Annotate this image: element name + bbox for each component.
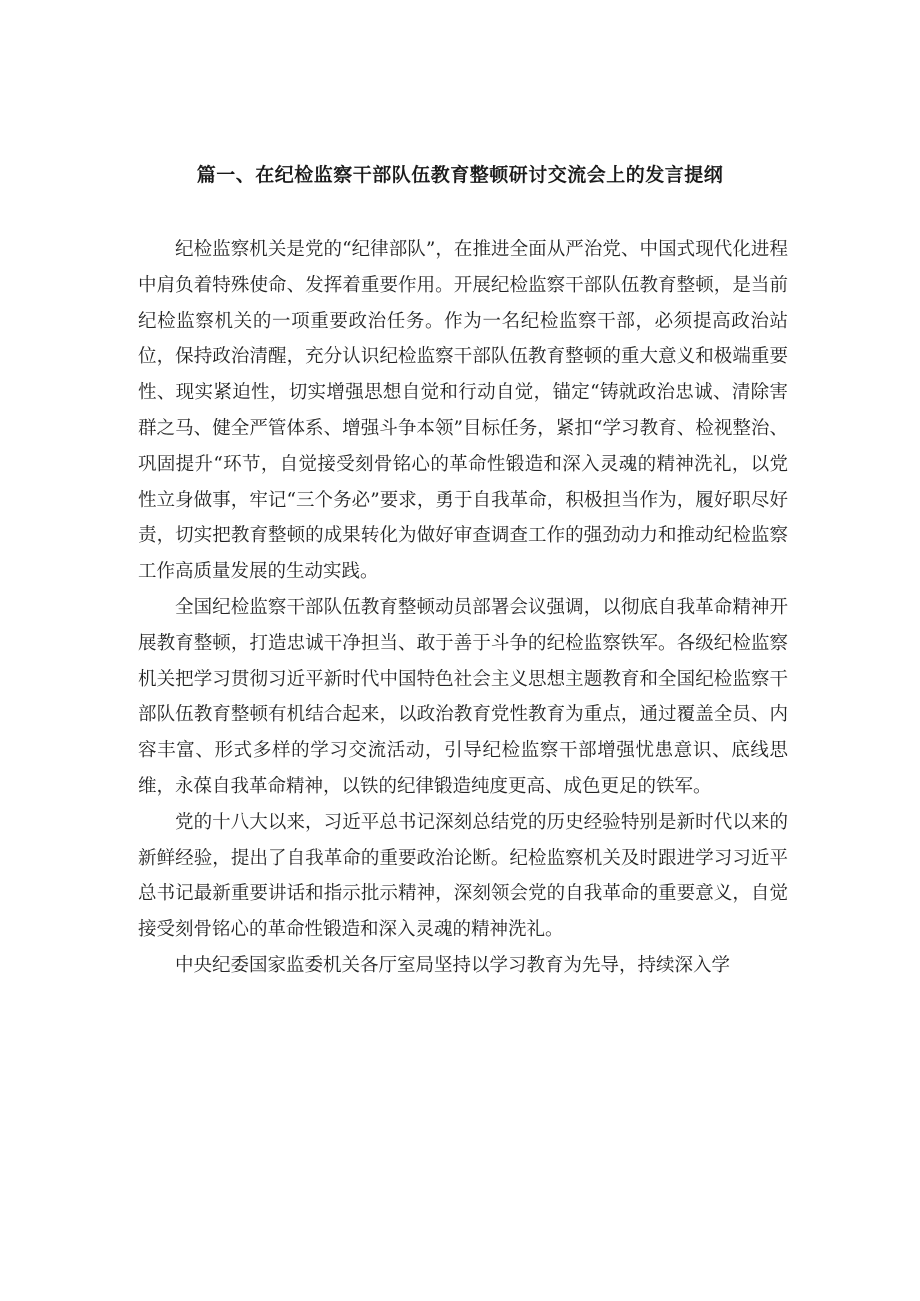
document-body (138, 232, 788, 984)
paragraph-1: 纪检监察机关是党的“纪律部队”，在推进全面从严治党、中国式现代化进程中肩负着特殊使命、发挥着重要作用。开展纪检监察干部队伍教育整顿，是当前纪检监察机关的一项重要政治任务。作为一名纪检监察干部，必须提高政治站位，保持政治清醒，充分认识纪检监察干部队伍教育整顿的重大意义和极端重要性、现实紧迫性，切实增强思想自觉和行动自觉，锚定“铸就政治忠诚、清除害群之马、健全严管体系、增强斗争本领”目标任务，紧扣“学习教育、检视整治、巩固提升“环节，自觉接受刻骨铭心的革命性锻造和深入灵魂的精神洗礼，以党性立身做事，牢记“三个务必”要求，勇于自我革命，积极担当作为，履好职尽好责，切实把教育整顿的成果转化为做好审查调查工作的强劲动力和推动纪检监察工作高质量发展的生动实践。 (138, 239, 788, 583)
paragraph-4: 中央纪委国家监委机关各厅室局坚持以学习教育为先导，持续深入学 (175, 954, 731, 976)
paragraph-3: 党的十八大以来，习近平总书记深刻总结党的历史经验特别是新时代以来的新鲜经验，提出了自我革命的重要政治论断。纪检监察机关及时跟进学习习近平总书记最新重要讲话和指示批示精神，深刻领会党的自我革命的重要意义，自觉接受刻骨铭心的革命性锻造和深入灵魂的精神洗礼。 (138, 811, 788, 941)
document-title: 篇一、在纪检监察干部队伍教育整顿研讨交流会上的发言提纲 (196, 164, 724, 186)
paragraph-2: 全国纪检监察干部队伍教育整顿动员部署会议强调，以彻底自我革命精神开展教育整顿，打造忠诚干净担当、敢于善于斗争的纪检监察铁军。各级纪检监察机关把学习贯彻习近平新时代中国特色社会主义思想主题教育和全国纪检监察干部队伍教育整顿有机结合起来，以政治教育党性教育为重点，通过覆盖全员、内容丰富、形式多样的学习交流活动，引导纪检监察干部增强忧患意识、底线思维，永葆自我革命精神，以铁的纪律锻造纯度更高、成色更足的铁军。 (138, 596, 788, 797)
